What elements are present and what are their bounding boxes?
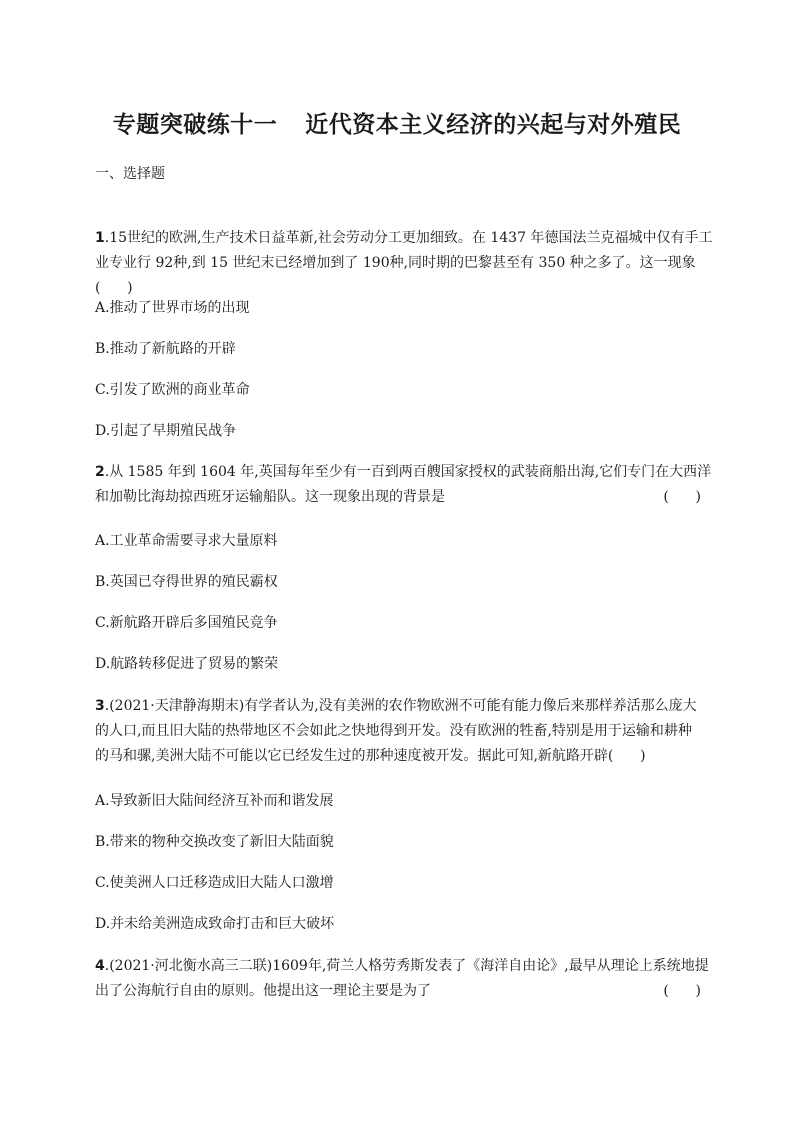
answer-blank: ( ): [607, 748, 646, 764]
option-c: C.引发了欧洲的商业革命: [95, 382, 250, 398]
option-d: D.航路转移促进了贸易的繁荣: [95, 656, 279, 672]
question-number: 3: [95, 698, 105, 714]
question-text-line: 4.(2021·河北衡水高三二联)1609年,荷兰人格劳秀斯发表了《海洋自由论》,最早从理论上系统地提: [95, 958, 709, 974]
question-text-line: 和加勒比海劫掠西班牙运输船队。这一现象出现的背景是 ( ): [95, 485, 701, 510]
title-series: 专题突破练十一: [112, 112, 278, 138]
question-1: [95, 226, 713, 301]
question-4: [95, 954, 709, 1004]
answer-blank: ( ): [95, 280, 133, 296]
question-text-line: 业专业行 92种,到 15 世纪末已经增加到了 190种,同时期的巴黎甚至有 350 种之多了。这一现象: [95, 255, 696, 271]
question-text-line: 2.从 1585 年到 1604 年,英国每年至少有一百到两百艘国家授权的武装商船出海,它们专门在大西洋: [95, 464, 712, 480]
question-number: 1: [95, 230, 105, 246]
option-d: D.并未给美洲造成致命打击和巨大破坏: [95, 916, 335, 932]
option-b: B.推动了新航路的开辟: [95, 341, 236, 357]
answer-blank: ( ): [663, 489, 701, 505]
question-text-line: 1.15世纪的欧洲,生产技术日益革新,社会劳动分工更加细致。在 1437 年德国法兰克福城中仅有手工: [95, 230, 713, 246]
option-c: C.新航路开辟后多国殖民竞争: [95, 615, 278, 631]
question-2: [95, 460, 712, 510]
option-b: B.英国已夺得世界的殖民霸权: [95, 574, 278, 590]
section-heading: 一、选择题: [95, 166, 165, 182]
page-title: [0, 106, 794, 139]
question-text-line: 的马和骡,美洲大陆不可能以它已经发生过的那种速度被开发。据此可知,新航路开辟( ): [95, 748, 646, 764]
option-b: B.带来的物种交换改变了新旧大陆面貌: [95, 834, 334, 850]
option-a: A.导致新旧大陆间经济互补而和谐发展: [95, 793, 334, 809]
question-text-line: 3.(2021·天津静海期末)有学者认为,没有美洲的农作物欧洲不可能有能力像后来那样养活那么庞大: [95, 698, 697, 714]
question-number: 2: [95, 464, 105, 480]
option-c: C.使美洲人口迁移造成旧大陆人口激增: [95, 875, 334, 891]
title-topic: 近代资本主义经济的兴起与对外殖民: [305, 112, 682, 138]
question-text-line: 的人口,而且旧大陆的热带地区不会如此之快地得到开发。没有欧洲的牲畜,特别是用于运输和耕种: [95, 723, 692, 739]
option-d: D.引起了早期殖民战争: [95, 423, 237, 439]
option-a: A.工业革命需要寻求大量原料: [95, 533, 278, 549]
option-a: A.推动了世界市场的出现: [95, 300, 250, 316]
question-number: 4: [95, 958, 105, 974]
question-text-line: 出了公海航行自由的原则。他提出这一理论主要是为了 ( ): [95, 979, 701, 1004]
answer-blank: ( ): [663, 983, 701, 999]
question-3: [95, 694, 701, 769]
